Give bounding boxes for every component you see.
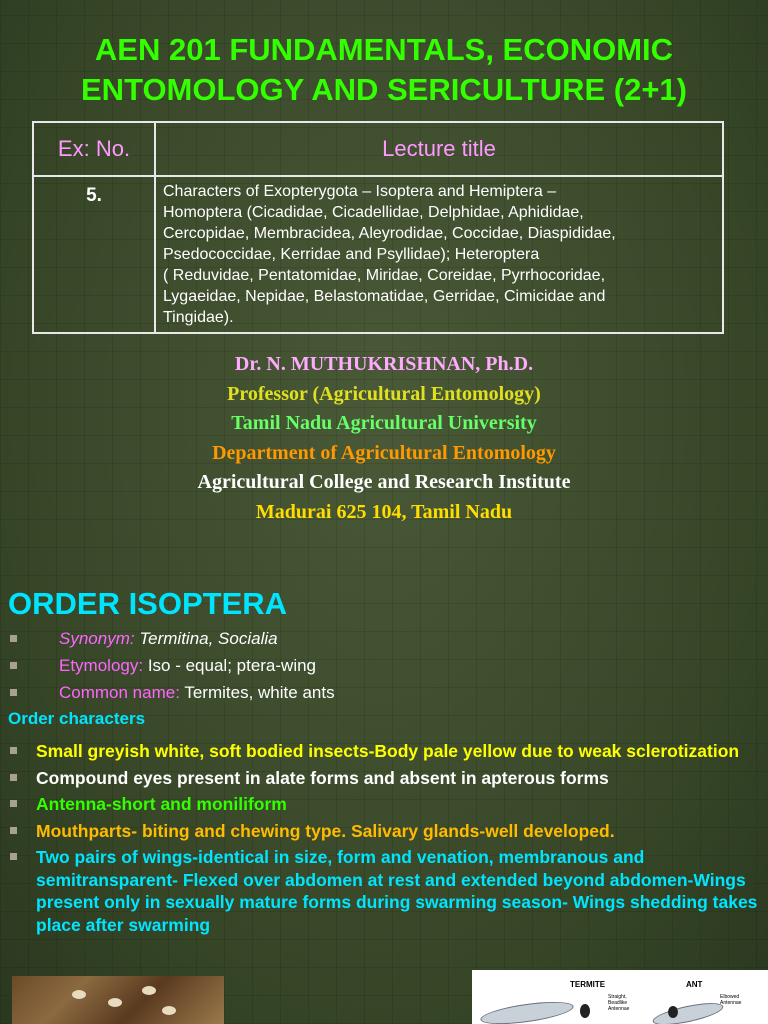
order-characters-heading: Order characters bbox=[8, 709, 146, 728]
termite-shape bbox=[142, 986, 156, 995]
termite-head-icon bbox=[580, 1004, 590, 1018]
common-name-label: Common name: bbox=[59, 683, 180, 702]
description-line: Cercopidae, Membracidea, Aleyrodidae, Coccidae, Diaspididae, bbox=[163, 225, 616, 242]
author-university: Tamil Nadu Agricultural University bbox=[231, 412, 537, 434]
character-text: Two pairs of wings-identical in size, form and venation, membranous and semitransparent- Flexed over abdomen at rest and extended beyond abdomen-Wings present only in sexually mature forms during swarming season- Wings shedding takes place after swarming bbox=[36, 847, 758, 935]
description-line: Characters of Exopterygota – Isoptera and Hemiptera – bbox=[163, 183, 557, 200]
author-college: Agricultural College and Research Institute bbox=[197, 471, 571, 493]
character-item bbox=[0, 740, 768, 763]
lecture-table bbox=[32, 121, 724, 334]
bullet-square-icon bbox=[10, 662, 17, 669]
exercise-number: 5. bbox=[33, 176, 155, 333]
termite-shape bbox=[108, 998, 122, 1007]
author-block bbox=[0, 350, 768, 527]
description-line: ( Reduvidae, Pentatomidae, Miridae, Coreidae, Pyrrhocoridae, bbox=[163, 267, 606, 284]
author-address: Madurai 625 104, Tamil Nadu bbox=[255, 500, 513, 523]
bullet-square-icon bbox=[10, 689, 17, 696]
header-lecture-title: Lecture title bbox=[155, 122, 723, 176]
synonym-value: Termitina, Socialia bbox=[134, 629, 278, 648]
bullet-square-icon bbox=[10, 635, 17, 642]
character-text: Small greyish white, soft bodied insects-Body pale yellow due to weak sclerotization bbox=[36, 741, 740, 761]
termite-wing-icon bbox=[479, 998, 575, 1024]
character-text: Mouthparts- biting and chewing type. Salivary glands-well developed. bbox=[36, 820, 615, 841]
termite-shape bbox=[162, 1006, 176, 1015]
character-item bbox=[0, 793, 768, 816]
figure-label-termite-antennae: Straight, Beadlike Antennae bbox=[608, 994, 630, 1012]
title-line-1: AEN 201 FUNDAMENTALS, ECONOMIC bbox=[94, 32, 674, 67]
common-name-value: Termites, white ants bbox=[179, 683, 335, 702]
author-position: Professor (Agricultural Entomology) bbox=[227, 382, 541, 405]
author-name: Dr. N. MUTHUKRISHNAN, Ph.D. bbox=[234, 353, 534, 375]
character-item bbox=[0, 846, 768, 936]
etymology-value: Iso - equal; ptera-wing bbox=[143, 656, 317, 675]
table-header-row bbox=[33, 122, 723, 176]
slide-title bbox=[0, 30, 768, 110]
order-characters-list bbox=[0, 740, 768, 940]
bullet-square-icon bbox=[10, 747, 17, 754]
table-row bbox=[33, 176, 723, 333]
bullet-square-icon bbox=[10, 827, 17, 834]
lecture-description bbox=[155, 176, 723, 333]
title-line-2: ENTOMOLOGY AND SERICULTURE (2+1) bbox=[81, 72, 687, 107]
common-name-bullet bbox=[0, 682, 768, 709]
header-ex-no: Ex: No. bbox=[33, 122, 155, 176]
description-line: Lygaeidae, Nepidae, Belastomatidae, Gerridae, Cimicidae and bbox=[163, 288, 606, 305]
info-bullets bbox=[0, 628, 768, 709]
character-item bbox=[0, 767, 768, 790]
figure-label-termite: TERMITE bbox=[570, 980, 606, 989]
description-line: Tingidae). bbox=[163, 309, 234, 326]
etymology-bullet bbox=[0, 655, 768, 682]
ant-wing-icon bbox=[651, 999, 725, 1024]
description-line: Psedococcidae, Kerridae and Psyllidae); Heteroptera bbox=[163, 246, 540, 263]
ant-head-icon bbox=[668, 1006, 678, 1018]
synonym-bullet bbox=[0, 628, 768, 655]
bullet-square-icon bbox=[10, 774, 17, 781]
description-line: Homoptera (Cicadidae, Cicadellidae, Delphidae, Aphididae, bbox=[163, 204, 584, 221]
author-department: Department of Agricultural Entomology bbox=[212, 441, 556, 464]
section-title: ORDER ISOPTERA bbox=[8, 586, 288, 621]
character-text: Compound eyes present in alate forms and absent in apterous forms bbox=[36, 767, 609, 788]
termite-photo bbox=[12, 976, 224, 1024]
character-item bbox=[0, 820, 768, 843]
termite-ant-comparison-figure bbox=[472, 970, 768, 1024]
character-text: Antenna-short and moniliform bbox=[36, 794, 287, 814]
termite-shape bbox=[72, 990, 86, 999]
figure-label-ant: ANT bbox=[686, 980, 703, 989]
etymology-label: Etymology: bbox=[59, 656, 144, 675]
bullet-square-icon bbox=[10, 800, 17, 807]
synonym-label: Synonym: bbox=[59, 629, 135, 648]
bullet-square-icon bbox=[10, 853, 17, 860]
figure-label-ant-antennae: Elbowed Antennae bbox=[720, 994, 742, 1006]
